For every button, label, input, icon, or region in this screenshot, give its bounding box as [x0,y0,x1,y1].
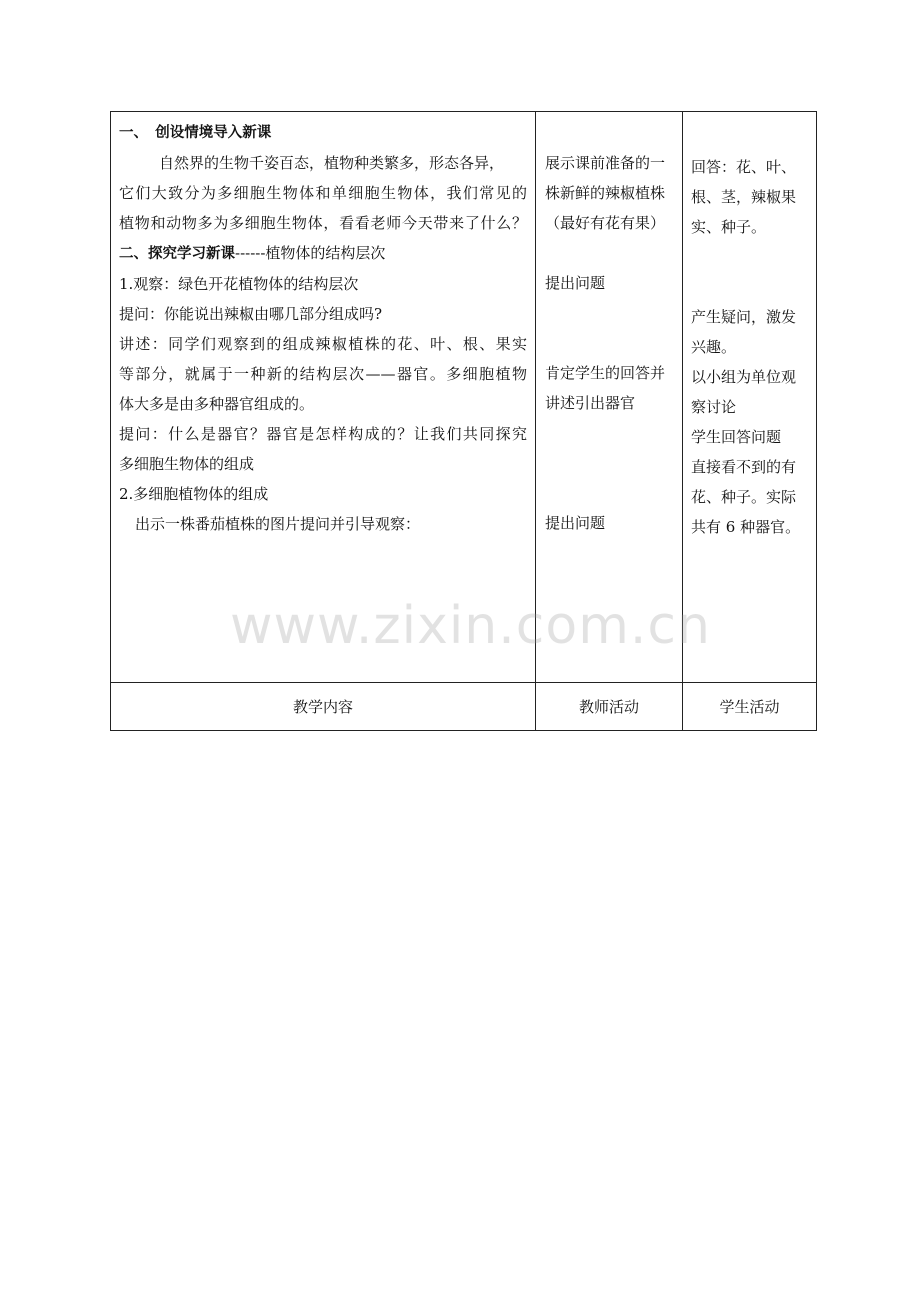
student-line-10: 花、种子。实际 [691,488,797,506]
student-line-2: 根、茎，辣椒果 [691,188,797,206]
student-line-5: 兴趣。 [691,338,737,356]
teaching-content-cell [111,112,536,683]
lecture-line-3: 体大多是由多种器官组成的。 [119,395,315,413]
tomato-line: 出示一株番茄植株的图片提问并引导观察： [135,515,421,533]
teacher-ask-1: 提出问题 [545,274,606,292]
watermark: www.zixin.com.cn [230,596,711,656]
teacher-line-3: （最好有花有果） [545,214,666,232]
student-line-11: 共有 6 种器官。 [691,518,801,536]
teacher-line-4: 肯定学生的回答并 [545,364,666,382]
question-line-1: 提问：你能说出辣椒由哪几部分组成吗? [119,305,383,323]
lecture-line-1: 讲述：同学们观察到的组成辣椒植株的花、叶、根、果实 [119,335,527,353]
section-heading-2-tail: ------植物体的结构层次 [235,244,386,262]
student-line-8: 学生回答问题 [691,428,782,446]
teacher-line-5: 讲述引出器官 [545,394,636,412]
footer-teaching-content: 教学内容 [111,683,536,731]
student-line-7: 察讨论 [691,398,737,416]
composition-line: 2.多细胞植物体的组成 [119,485,269,503]
teacher-ask-2: 提出问题 [545,514,606,532]
student-line-3: 实、种子。 [691,218,767,236]
question-line-2: 提问：什么是器官？器官是怎样构成的？让我们共同探究 [119,425,527,443]
intro-line-1: 自然界的生物千姿百态，植物种类繁多，形态各异， [159,154,505,172]
section-heading-2-bold: 二、探究学习新课 [119,246,235,262]
student-activity-cell [683,112,817,683]
footer-teacher-activity: 教师活动 [536,683,683,731]
intro-line-3: 植物和动物多为多细胞生物体，看看老师今天带来了什么？ [119,214,527,232]
student-line-9: 直接看不到的有 [691,458,797,476]
footer-student-activity: 学生活动 [683,683,817,731]
lesson-plan-table [110,111,817,731]
teacher-activity-cell [536,112,683,683]
section-heading-1: 一、 创设情境导入新课 [119,125,272,141]
lesson-footer-row [111,683,817,731]
section-heading-2 [119,238,527,269]
observation-line: 1.观察：绿色开花植物体的结构层次 [119,275,359,293]
student-line-4: 产生疑问，激发 [691,308,797,326]
teacher-line-2: 株新鲜的辣椒植株 [545,184,666,202]
student-line-6: 以小组为单位观 [691,368,797,386]
lesson-main-row [111,112,817,683]
student-line-1: 回答：花、叶、 [691,158,797,176]
teacher-line-1: 展示课前准备的一 [545,154,666,172]
intro-line-2: 它们大致分为多细胞生物体和单细胞生物体，我们常见的 [119,184,527,202]
lecture-line-2: 等部分，就属于一种新的结构层次——器官。多细胞植物 [119,365,527,383]
question-line-3: 多细胞生物体的组成 [119,455,255,473]
